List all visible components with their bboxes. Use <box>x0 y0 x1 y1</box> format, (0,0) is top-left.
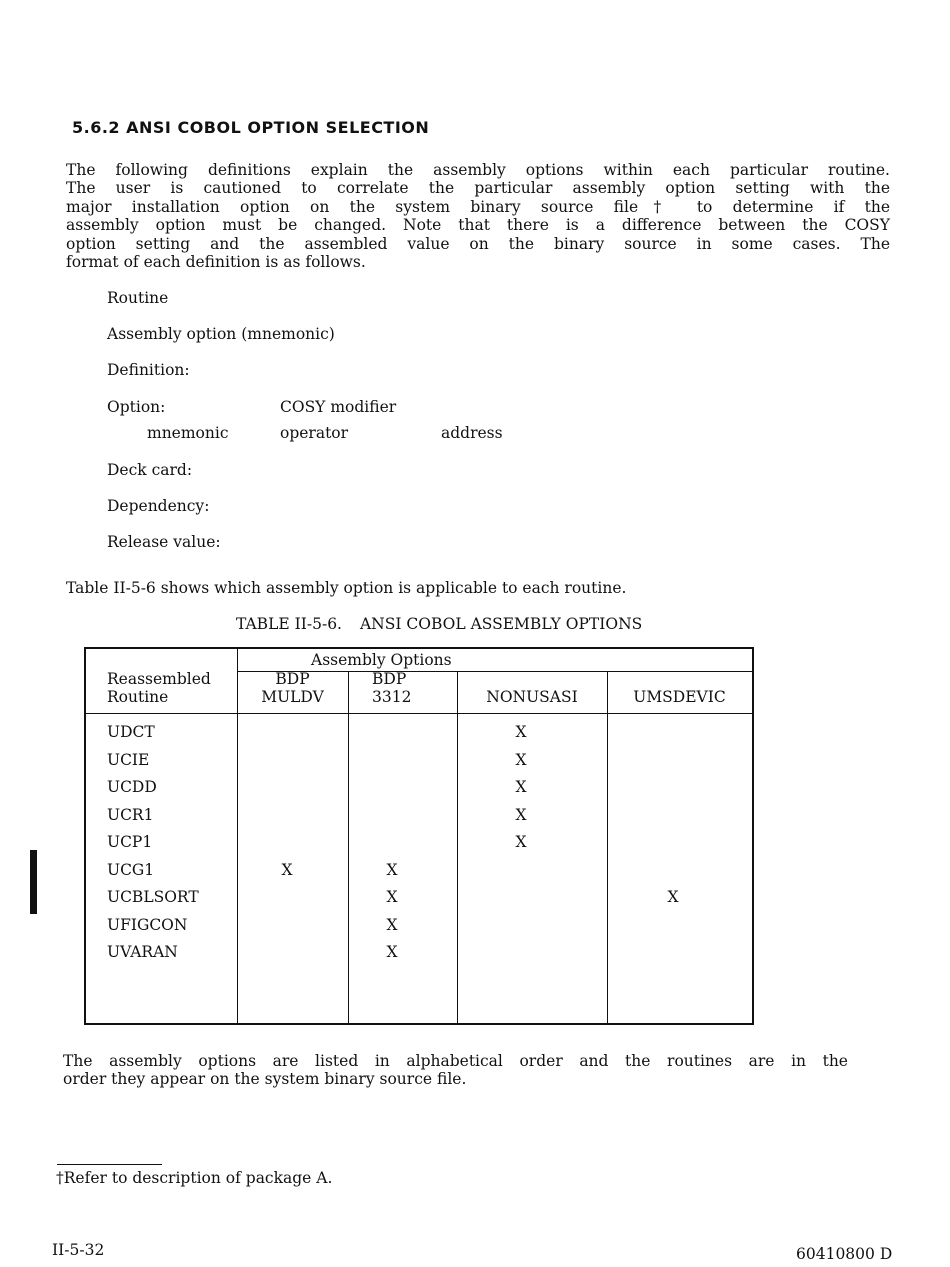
routine-cell: UCG1 <box>107 860 155 879</box>
format-deck-card: Deck card: <box>107 461 193 479</box>
table-caption <box>236 615 642 633</box>
table-title: ANSI COBOL ASSEMBLY OPTIONS <box>359 615 643 633</box>
header-rule <box>86 713 752 714</box>
intro-line: format of each definition is as follows. <box>66 253 366 272</box>
option-mark: X <box>386 915 398 934</box>
option-mark: X <box>515 805 527 824</box>
option-mark: X <box>667 888 679 906</box>
format-routine: Routine <box>107 289 169 307</box>
intro-paragraph <box>66 161 890 271</box>
routine-cell: UDCT <box>107 723 155 741</box>
routine-cell: UCBLSORT <box>107 888 199 906</box>
routine-cell: UCIE <box>107 750 150 769</box>
option-mark: X <box>386 860 398 879</box>
column-header-bdp-muldv: BDP <box>275 670 310 688</box>
format-assembly-option: Assembly option (mnemonic) <box>107 325 335 343</box>
table-intro: Table II-5-6 shows which assembly option is applicable to each routine. <box>66 579 627 597</box>
option-mark: X <box>515 833 527 851</box>
option-mark: X <box>515 723 527 741</box>
closing-line: The assembly options are listed in alphabetical order and the routines are in the <box>63 1052 848 1070</box>
format-cosy-modifier: COSY modifier <box>280 398 397 416</box>
format-dependency: Dependency: <box>107 497 210 515</box>
closing-paragraph <box>63 1052 848 1089</box>
format-operator: operator <box>280 424 349 442</box>
section-heading: 5.6.2 ANSI COBOL OPTION SELECTION <box>72 118 430 137</box>
option-mark: X <box>386 943 398 961</box>
closing-line: order they appear on the system binary source file. <box>63 1070 467 1089</box>
group-header: Assembly Options <box>311 651 452 669</box>
routine-header-line: Reassembled <box>107 670 211 688</box>
format-definition: Definition: <box>107 361 190 379</box>
footnote-rule <box>57 1164 162 1165</box>
routine-cell: UCDD <box>107 778 157 796</box>
column-divider <box>348 671 349 1023</box>
column-header-bdp-3312: 3312 <box>372 688 412 706</box>
column-header-bdp-muldv: MULDV <box>261 688 324 706</box>
option-mark: X <box>515 750 527 769</box>
routine-cell: UCR1 <box>107 805 154 824</box>
intro-line: major installation option on the system binary source file† to determine if the <box>66 197 890 216</box>
format-address: address <box>441 424 503 442</box>
column-divider <box>607 671 608 1023</box>
column-divider <box>457 671 458 1023</box>
format-release-value: Release value: <box>107 533 221 551</box>
intro-line: assembly option must be changed. Note that there is a difference between the COSY <box>66 216 890 235</box>
routine-cell: UVARAN <box>107 943 178 961</box>
change-bar <box>30 850 37 914</box>
column-header-bdp-3312: BDP <box>372 670 407 688</box>
intro-line: The user is cautioned to correlate the particular assembly option setting with the <box>66 179 890 198</box>
routine-cell: UFIGCON <box>107 915 188 934</box>
option-mark: X <box>515 778 527 796</box>
column-header-nonusasi: NONUSASI <box>486 688 578 706</box>
option-mark: X <box>281 860 293 879</box>
assembly-options-table <box>84 647 754 1025</box>
routine-cell: UCP1 <box>107 833 153 851</box>
document-number: 60410800 D <box>796 1245 893 1263</box>
column-header-umsdevic: UMSDEVIC <box>633 688 726 706</box>
format-option: Option: <box>107 398 166 416</box>
format-mnemonic: mnemonic <box>147 424 229 442</box>
option-mark: X <box>386 888 398 906</box>
page-number: II-5-32 <box>52 1241 105 1259</box>
table-number: TABLE II-5-6. <box>236 615 342 633</box>
intro-line: The following definitions explain the assembly options within each particular routine. <box>66 161 890 179</box>
footnote: †Refer to description of package A. <box>56 1169 333 1187</box>
intro-line: option setting and the assembled value on the binary source in some cases. The <box>66 234 890 253</box>
routine-header-line: Routine <box>107 688 169 706</box>
